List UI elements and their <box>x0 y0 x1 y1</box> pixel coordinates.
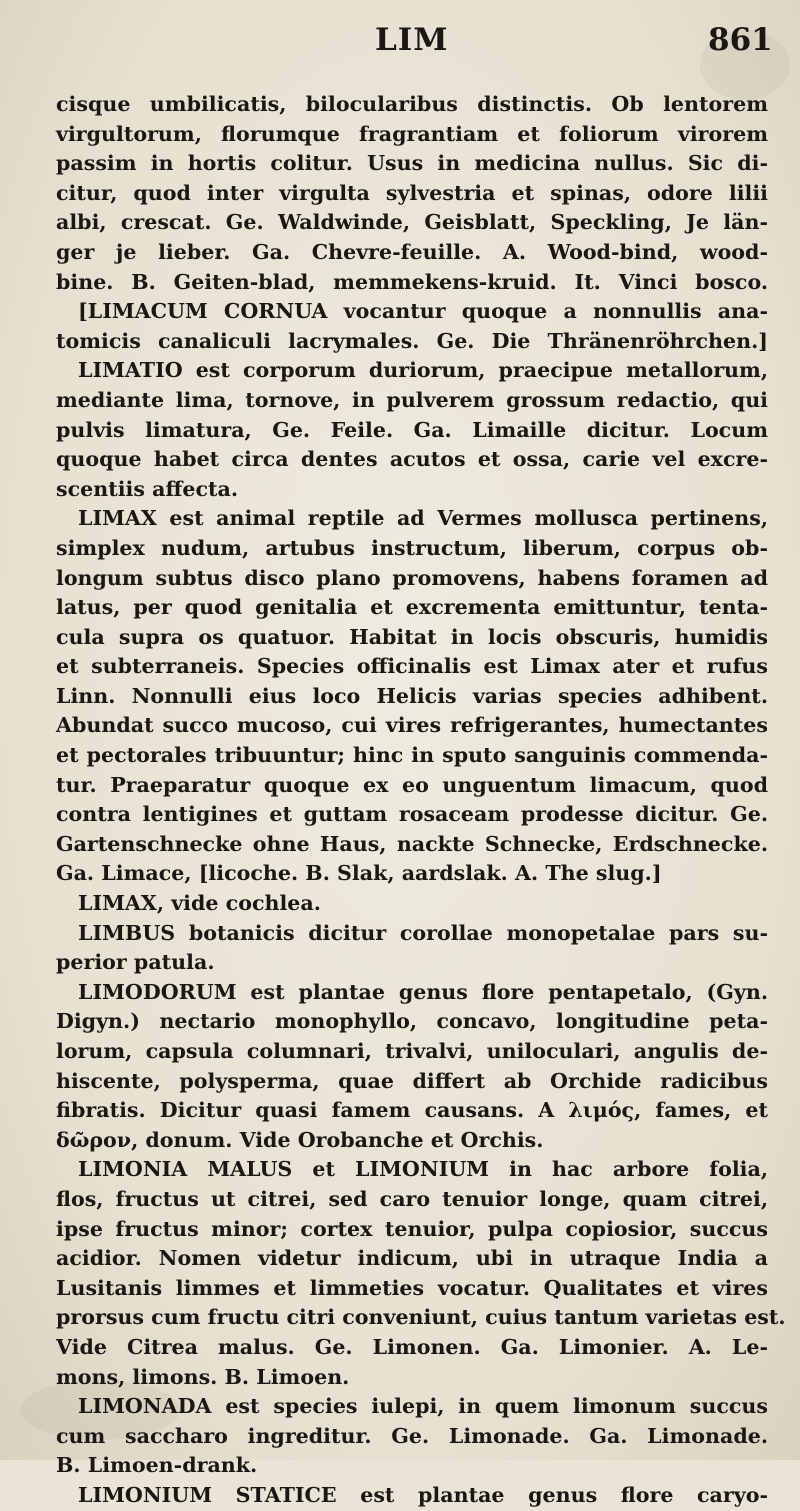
text-line: virgultorum, florumque fragrantiam et foliorum virorem <box>56 121 768 146</box>
text-line: cum saccharo ingreditur. Ge. Limonade. Ga. Limonade. <box>56 1423 768 1448</box>
text-line: passim in hortis colitur. Usus in medicina nullus. Sic di- <box>56 151 768 176</box>
entry-start-line: LIMATIO est corporum duriorum, praecipue metallorum, <box>78 358 768 383</box>
text-line: scentiis affecta. <box>56 476 239 501</box>
text-line: cula supra os quatuor. Habitat in locis obscuris, humidis <box>56 624 768 649</box>
text-line: tomicis canaliculi lacrymales. Ge. Die Thränenröhrchen.] <box>56 328 768 353</box>
entry-start-line: LIMONIA MALUS et LIMONIUM in hac arbore folia, <box>78 1157 768 1182</box>
text-line: longum subtus disco plano promovens, habens foramen ad <box>56 565 768 590</box>
text-line: contra lentigines et guttam rosaceam prodesse dicitur. Ge. <box>56 802 768 827</box>
entry-start-line: [LIMACUM CORNUA vocantur quoque a nonnullis ana- <box>78 299 768 324</box>
text-line: perior patula. <box>56 950 215 975</box>
text-line: et pectorales tribuuntur; hinc in sputo sanguinis commenda- <box>56 743 768 768</box>
text-line: latus, per quod genitalia et excrementa emittuntur, tenta- <box>56 595 768 620</box>
text-line: Digyn.) nectario monophyllo, concavo, longitudine peta- <box>56 1009 768 1034</box>
text-line: Abundat succo mucoso, cui vires refrigerantes, humectantes <box>56 713 768 738</box>
text-line: Gartenschnecke ohne Haus, nackte Schnecke, Erdschnecke. <box>56 831 768 856</box>
text-line: Linn. Nonnulli eius loco Helicis varias species adhibent. <box>56 683 768 708</box>
text-line: citur, quod inter virgulta sylvestria et spinas, odore lilii <box>56 180 768 205</box>
text-line: B. Limoen-drank. <box>56 1453 258 1478</box>
text-line: mons, limons. B. Limoen. <box>56 1364 350 1389</box>
entry-start-line: LIMODORUM est plantae genus flore pentapetalo, (Gyn. <box>78 979 768 1004</box>
text-line: albi, crescat. Ge. Waldwinde, Geisblatt, Speckling, Je län- <box>56 210 768 235</box>
text-line: cisque umbilicatis, bilocularibus distinctis. Ob lentorem <box>56 92 768 116</box>
text-line: lorum, capsula columnari, trivalvi, uniloculari, angulis de- <box>56 1039 768 1063</box>
entry-start-line: LIMONIUM STATICE est plantae genus flore caryo- <box>78 1482 768 1507</box>
text-line: flos, fructus ut citrei, sed caro tenuior longe, quam citrei, <box>56 1186 768 1211</box>
text-line: Vide Citrea malus. Ge. Limonen. Ga. Limonier. A. Le- <box>56 1334 768 1359</box>
text-line: tur. Praeparatur quoque ex eo unguentum limacum, quod <box>56 772 768 797</box>
text-line: mediante lima, tornove, in pulverem grossum redactio, qui <box>56 387 768 412</box>
text-line: simplex nudum, artubus instructum, liberum, corpus ob- <box>56 535 768 560</box>
text-line: Ga. Limace, [licoche. B. Slak, aardslak. A. The slug.] <box>56 861 662 886</box>
text-line: et subterraneis. Species officinalis est Limax ater et rufus <box>56 654 768 679</box>
text-line: ipse fructus minor; cortex tenuior, pulpa copiosior, succus <box>56 1216 768 1241</box>
text-line: pulvis limatura, Ge. Feile. Ga. Limaille dicitur. Locum <box>56 417 768 442</box>
entry-start-line: LIMONADA est species iulepi, in quem limonum succus <box>78 1394 768 1419</box>
text-line: ger je lieber. Ga. Chevre-feuille. A. Wood-bind, wood- <box>56 239 768 264</box>
entry-start-line: LIMAX, vide cochlea. <box>78 891 321 916</box>
text-line: quoque habet circa dentes acutos et ossa, carie vel excre- <box>56 447 768 472</box>
entry-start-line: LIMBUS botanicis dicitur corollae monopetalae pars su- <box>78 920 768 945</box>
text-line: hiscente, polysperma, quae differt ab Orchide radicibus <box>56 1068 768 1093</box>
page-number: 861 <box>708 22 773 58</box>
dictionary-column <box>56 90 786 1511</box>
text-line: acidior. Nomen videtur indicum, ubi in utraque India a <box>56 1246 768 1271</box>
entry-start-line: LIMAX est animal reptile ad Vermes mollusca pertinens, <box>78 506 768 531</box>
head-word: LIM <box>375 22 449 58</box>
text-line: prorsus cum fructu citri conveniunt, cuius tantum varietas est. <box>56 1305 786 1330</box>
text-line: δῶρον, donum. Vide Orobanche et Orchis. <box>56 1127 544 1152</box>
running-header <box>0 20 800 60</box>
text-line: fibratis. Dicitur quasi famem causans. A λιμός, fames, et <box>56 1098 768 1123</box>
text-line: bine. B. Geiten-blad, memmekens-kruid. It. Vinci bosco. <box>56 269 768 294</box>
text-line: Lusitanis limmes et limmeties vocatur. Qualitates et vires <box>56 1275 768 1300</box>
